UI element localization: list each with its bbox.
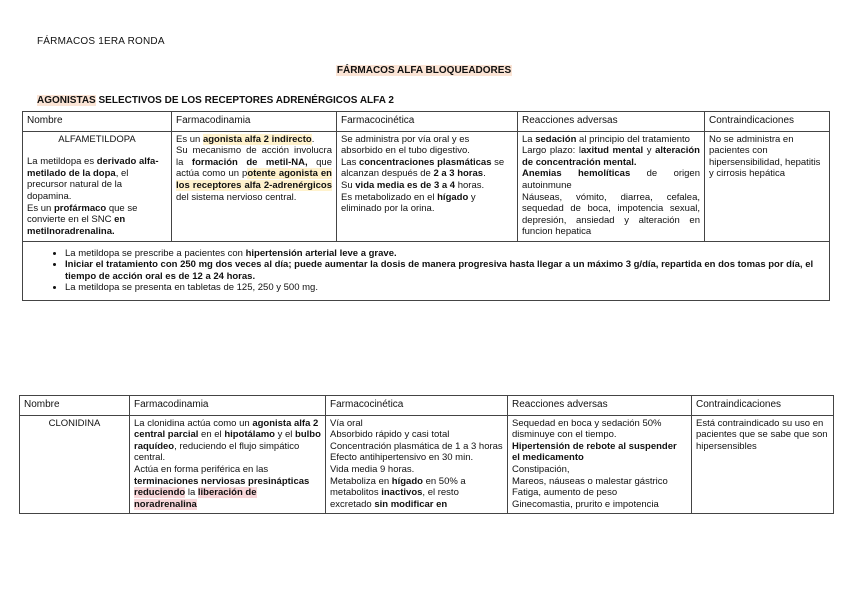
ra-text-5: Fatiga, aumento de peso bbox=[512, 487, 618, 499]
fc-text-3: Su vida media es de 3 a 4 horas. bbox=[341, 179, 485, 191]
fc-text-6: Metaboliza en hígado en 50% a metabolitos inactivos, el resto excretado sin modificar en bbox=[330, 475, 466, 510]
main-title-text: FÁRMACOS ALFA BLOQUEADORES bbox=[336, 65, 512, 76]
section-title bbox=[37, 95, 394, 106]
ra-text-2: Hipertensión de rebote al suspender el medicamento bbox=[512, 440, 677, 464]
page-header: FÁRMACOS 1ERA RONDA bbox=[37, 36, 165, 47]
header-farmacodinamia: Farmacodinamia bbox=[172, 112, 337, 132]
fc-text-3: Concentración plasmática de 1 a 3 horas bbox=[330, 440, 503, 452]
table-alfametildopa bbox=[22, 111, 830, 301]
fc-text-1: Vía oral bbox=[330, 417, 363, 429]
table-header-row bbox=[20, 396, 834, 416]
header-nombre: Nombre bbox=[20, 396, 130, 416]
cell-farmacocinetica bbox=[326, 415, 508, 514]
main-title bbox=[0, 65, 848, 76]
fc-text-5: Vida media 9 horas. bbox=[330, 463, 415, 475]
section-title-rest: SELECTIVOS DE LOS RECEPTORES ADRENÉRGICOS ALFA 2 bbox=[95, 95, 394, 106]
fd-text-2: Actúa en forma periférica en las terminaciones nerviosas presinápticas reduciendo la liberación de noradrenalina bbox=[134, 463, 310, 510]
fd-text-1: Es un agonista alfa 2 indirecto. bbox=[176, 133, 315, 145]
header-contraindicaciones: Contraindicaciones bbox=[705, 112, 830, 132]
header-farmacodinamia: Farmacodinamia bbox=[130, 396, 326, 416]
cell-nombre: CLONIDINA bbox=[20, 415, 130, 514]
cell-reacciones bbox=[518, 131, 705, 241]
ra-text-4: Mareos, náuseas o malestar gástrico bbox=[512, 475, 668, 487]
table-row bbox=[20, 415, 834, 514]
ra-text-2: Largo plazo: laxitud mental y alteración de concentración mental. bbox=[522, 145, 700, 168]
cell-notes bbox=[23, 241, 830, 300]
fc-text-2: Absorbido rápido y casi total bbox=[330, 429, 450, 441]
notes-row bbox=[23, 241, 830, 300]
header-contraindicaciones: Contraindicaciones bbox=[692, 396, 834, 416]
fc-text-1: Se administra por vía oral y es absorbido en el tubo digestivo. bbox=[341, 133, 470, 157]
cell-farmacodinamia bbox=[172, 131, 337, 241]
fd-text-2: Su mecanismo de acción involucra la formación de metil-NA, que actúa como un potente agonista en los receptores alfa 2-adrenérgicos del sistema nervioso central. bbox=[176, 145, 332, 203]
ra-text-3: Anemias hemolíticas de origen autoinmune bbox=[522, 168, 700, 191]
section-title-highlight: AGONISTAS bbox=[37, 95, 96, 106]
header-reacciones: Reacciones adversas bbox=[518, 112, 705, 132]
fd-text-1: La clonidina actúa como un agonista alfa 2 central parcial en el hipotálamo y el bulbo raquídeo, reduciendo el flujo simpático central. bbox=[134, 417, 321, 464]
cell-contraindicaciones: No se administra en pacientes con hipersensibilidad, hepatitis y cirrosis hepática bbox=[705, 131, 830, 241]
ra-text-1: La sedación al principio del tratamiento bbox=[522, 133, 690, 145]
fc-text-4: Efecto antihipertensivo en 30 min. bbox=[330, 452, 474, 464]
header-farmacocinetica: Farmacocinética bbox=[337, 112, 518, 132]
nombre-text-2: Es un profármaco que se convierte en el SNC en metilnoradrenalina. bbox=[27, 202, 138, 237]
drug-name: ALFAMETILDOPA bbox=[58, 133, 136, 145]
cell-contraindicaciones: Está contraindicado su uso en pacientes que se sabe que son hipersensibles bbox=[692, 415, 834, 514]
ra-text-3: Constipación, bbox=[512, 463, 570, 475]
note-item: • La metildopa se prescribe a pacientes con hipertensión arterial leve a grave. bbox=[65, 248, 825, 260]
cell-nombre bbox=[23, 131, 172, 241]
notes-list bbox=[27, 248, 825, 294]
note-item: • Iniciar el tratamiento con 250 mg dos veces al día; puede aumentar la dosis de manera progresiva hasta llegar a un máximo 3 g/día, repartida en dos tomas por día, el tiempo de acción oral es de 12 a 24 horas. bbox=[65, 259, 825, 282]
note-item: • La metildopa se presenta en tabletas de 125, 250 y 500 mg. bbox=[65, 282, 825, 294]
ra-text-1: Sequedad en boca y sedación 50% disminuye con el tiempo. bbox=[512, 417, 662, 441]
header-nombre: Nombre bbox=[23, 112, 172, 132]
fc-text-2: Las concentraciones plasmáticas se alcanzan después de 2 a 3 horas. bbox=[341, 156, 505, 180]
cell-farmacocinetica bbox=[337, 131, 518, 241]
nombre-text-1: La metildopa es derivado alfa-metilado de la dopa, el precursor natural de la dopamina. bbox=[27, 156, 159, 202]
cell-farmacodinamia bbox=[130, 415, 326, 514]
header-reacciones: Reacciones adversas bbox=[508, 396, 692, 416]
ra-text-6: Ginecomastia, prurito e impotencia bbox=[512, 498, 659, 510]
ra-text-4: Náuseas, vómito, diarrea, cefalea, sequedad de boca, impotencia sexual, depresión, ansiedad y alteración en funcion hepatica bbox=[522, 191, 700, 238]
cell-reacciones bbox=[508, 415, 692, 514]
table-clonidina bbox=[19, 395, 834, 514]
header-farmacocinetica: Farmacocinética bbox=[326, 396, 508, 416]
fc-text-4: Es metabolizado en el hígado y eliminado por la orina. bbox=[341, 191, 476, 215]
table-header-row bbox=[23, 112, 830, 132]
table-row bbox=[23, 131, 830, 241]
